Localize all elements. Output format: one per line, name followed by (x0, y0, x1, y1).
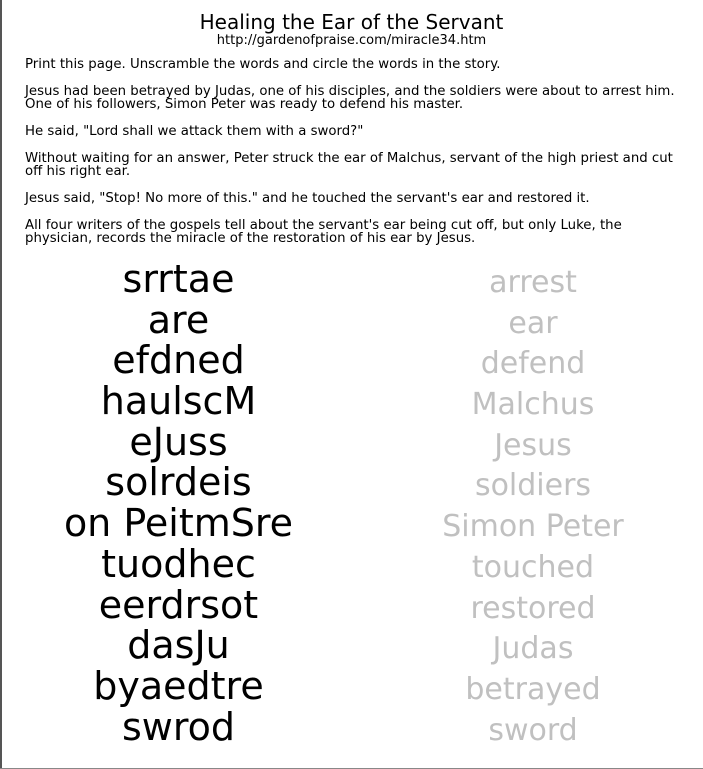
scrambled-word: on PeitmSre (63, 501, 294, 546)
answer-word: touched (471, 549, 595, 585)
scrambled-word: byaedtre (93, 663, 264, 708)
answer-word: betrayed (465, 671, 601, 707)
scrambled-word: srrtae (122, 257, 235, 301)
word-row (0, 503, 703, 544)
story-paragraph: Without waiting for an answer, Peter struck the ear of Malchus, servant of the high priest and cut off his right ear. (25, 151, 673, 179)
answer-word: arrest (489, 265, 577, 300)
story-paragraph: Jesus said, "Stop! No more of this." and he touched the servant's ear and restored it. (25, 191, 590, 206)
word-row (0, 663, 703, 708)
scrambled-word: solrdeis (105, 460, 252, 505)
instructions-paragraph: Print this page. Unscramble the words and circle the words in the story. (25, 57, 501, 72)
word-row (0, 297, 703, 342)
word-row (0, 340, 703, 381)
scrambled-word: swrod (121, 704, 236, 749)
word-row (0, 259, 703, 300)
word-row (0, 381, 703, 422)
word-row (0, 625, 703, 666)
answer-word: ear (508, 305, 558, 341)
answer-word: Simon Peter (442, 509, 624, 545)
answer-word: Jesus (494, 427, 572, 463)
scrambled-word: eerdrsot (98, 582, 259, 627)
word-row (0, 541, 703, 586)
scrambled-word: efdned (112, 338, 245, 383)
word-row (0, 704, 703, 749)
story-paragraph: He said, "Lord shall we attack them with a sword?" (25, 124, 364, 139)
scrambled-word: eJuss (129, 419, 228, 464)
page-title: Healing the Ear of the Servant (199, 10, 504, 34)
scrambled-word: haulscM (100, 379, 257, 424)
answer-word: defend (480, 346, 586, 382)
page-url: http://gardenofpraise.com/miracle34.htm (216, 33, 487, 48)
story-text (25, 58, 685, 259)
word-scramble-list (0, 259, 703, 747)
scrambled-word: are (147, 297, 210, 342)
answer-word: Judas (492, 631, 574, 667)
word-row (0, 419, 703, 464)
page-header (0, 0, 703, 48)
story-paragraph: All four writers of the gospels tell about the servant's ear being cut off, but only Luke, the physician, records the miracle of the restoration of his ear by Jesus. (25, 218, 622, 246)
answer-word: sword (488, 712, 578, 748)
scrambled-word: tuodhec (101, 541, 256, 586)
answer-word: soldiers (474, 468, 592, 504)
scrambled-word: dasJu (127, 623, 230, 668)
story-paragraph: Jesus had been betrayed by Judas, one of his disciples, and the soldiers were about to arrest him. One of his followers, Simon Peter was ready to defend his master. (25, 84, 675, 112)
answer-word: restored (470, 590, 596, 626)
answer-word: Malchus (471, 387, 595, 423)
word-row (0, 462, 703, 503)
word-row (0, 582, 703, 627)
